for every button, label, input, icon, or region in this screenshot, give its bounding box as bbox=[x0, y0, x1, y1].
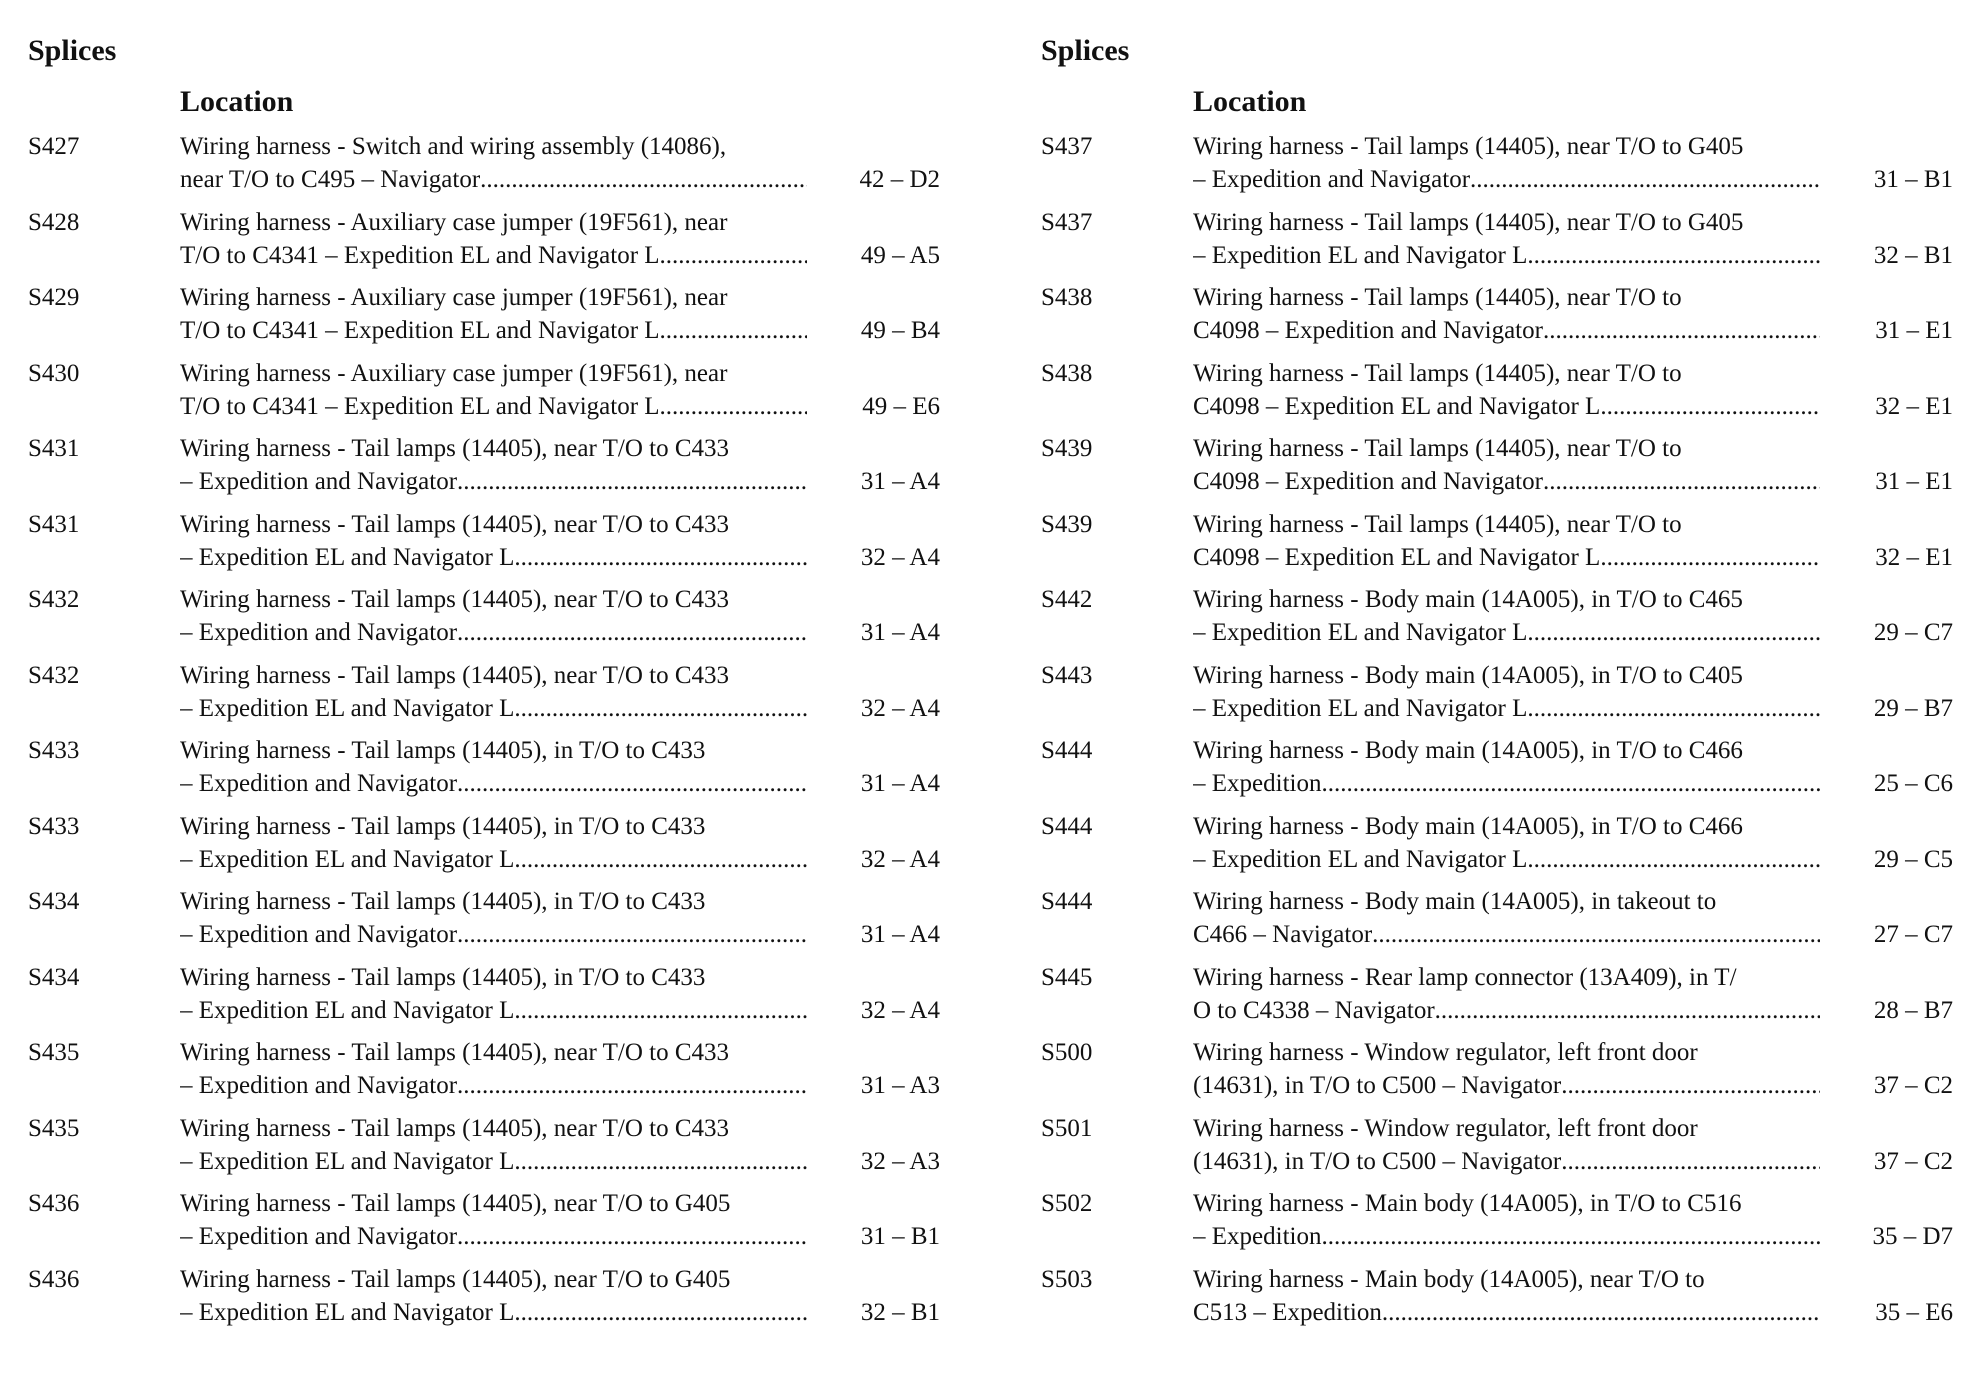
splice-location bbox=[1193, 961, 1820, 1027]
location-line-1: Wiring harness - Switch and wiring assembly (14086), bbox=[180, 133, 727, 160]
dot-leader bbox=[480, 163, 807, 196]
splice-location bbox=[1193, 1187, 1820, 1253]
location-line-2-text: – Expedition EL and Navigator L bbox=[180, 694, 515, 722]
splice-id: S444 bbox=[1041, 888, 1093, 915]
grid-reference: 49 – B4 bbox=[860, 317, 940, 344]
location-line-1: Wiring harness - Main body (14A005), in T/O to C516 bbox=[1193, 1190, 1742, 1217]
location-line-1: Wiring harness - Tail lamps (14405), near T/O to C433 bbox=[180, 1114, 729, 1142]
dot-leader bbox=[457, 1069, 807, 1102]
grid-reference: 31 – A3 bbox=[860, 1072, 940, 1099]
grid-reference: 29 – C5 bbox=[1873, 845, 1953, 873]
dot-leader bbox=[457, 616, 807, 649]
grid-reference: 31 – B1 bbox=[860, 1223, 940, 1250]
location-line-2 bbox=[1193, 843, 1820, 876]
location-line-1: Wiring harness - Window regulator, left front door bbox=[1193, 1114, 1698, 1142]
grid-reference: 31 – A4 bbox=[860, 770, 940, 797]
splices-heading: Splices bbox=[1041, 34, 1130, 67]
location-line-1: Wiring harness - Body main (14A005), in T/O to C465 bbox=[1193, 586, 1743, 613]
location-line-1: Wiring harness - Auxiliary case jumper (19F561), near bbox=[180, 359, 728, 387]
grid-reference: 32 – E1 bbox=[1875, 392, 1953, 420]
splice-id: S437 bbox=[1041, 133, 1093, 160]
splice-location bbox=[1193, 734, 1820, 800]
location-line-2-text: – Expedition EL and Navigator L bbox=[180, 996, 515, 1024]
splice-entry bbox=[28, 734, 940, 810]
location-line-2 bbox=[1193, 767, 1820, 800]
location-line-1: Wiring harness - Tail lamps (14405), near T/O to bbox=[1193, 510, 1682, 538]
location-line-2-text: C4098 – Expedition and Navigator bbox=[1193, 468, 1543, 495]
grid-reference: 31 – B1 bbox=[1873, 166, 1953, 193]
splice-entry bbox=[28, 659, 940, 735]
location-line-2-text: – Expedition and Navigator bbox=[180, 1223, 458, 1250]
splice-id: S439 bbox=[1041, 435, 1093, 462]
dot-leader bbox=[1543, 465, 1820, 498]
location-line-1: Wiring harness - Tail lamps (14405), near T/O to bbox=[1193, 435, 1682, 462]
location-line-2 bbox=[180, 239, 807, 272]
dot-leader bbox=[514, 1296, 807, 1329]
location-line-2 bbox=[180, 1069, 807, 1102]
dot-leader bbox=[1527, 616, 1820, 649]
splice-entry bbox=[1041, 130, 1953, 206]
splice-id: S435 bbox=[28, 1039, 80, 1066]
dot-leader bbox=[1470, 163, 1820, 196]
dot-leader bbox=[514, 843, 807, 876]
splice-location bbox=[1193, 1036, 1820, 1102]
dot-leader bbox=[457, 465, 807, 498]
splice-id: S431 bbox=[28, 510, 80, 538]
grid-reference: 32 – E1 bbox=[1875, 543, 1953, 571]
grid-reference: 49 – A5 bbox=[860, 241, 940, 269]
location-line-2 bbox=[180, 918, 807, 951]
dot-leader bbox=[660, 314, 807, 347]
splice-id: S428 bbox=[28, 208, 80, 236]
splice-entry bbox=[1041, 659, 1953, 735]
splice-location bbox=[180, 130, 807, 196]
location-line-2 bbox=[1193, 239, 1820, 272]
grid-reference: 27 – C7 bbox=[1873, 921, 1953, 948]
splice-location bbox=[180, 432, 807, 498]
location-line-2-text: – Expedition EL and Navigator L bbox=[180, 1298, 515, 1326]
splice-id: S438 bbox=[1041, 359, 1093, 387]
dot-leader bbox=[457, 767, 807, 800]
splice-id: S434 bbox=[28, 888, 80, 915]
location-line-2-text: (14631), in T/O to C500 – Navigator bbox=[1193, 1072, 1562, 1099]
splice-entry bbox=[28, 1036, 940, 1112]
location-line-2-text: – Expedition and Navigator bbox=[180, 1072, 458, 1099]
splice-id: S430 bbox=[28, 359, 80, 387]
splice-entry bbox=[28, 281, 940, 357]
right-column bbox=[1041, 30, 1953, 1338]
grid-reference: 31 – A4 bbox=[860, 468, 940, 495]
splice-location bbox=[180, 206, 807, 272]
splice-id: S436 bbox=[28, 1265, 80, 1293]
grid-reference: 35 – D7 bbox=[1872, 1223, 1953, 1250]
splice-location bbox=[180, 1263, 807, 1329]
dot-leader bbox=[1527, 239, 1820, 272]
location-line-2 bbox=[180, 163, 807, 196]
location-line-2 bbox=[1193, 1145, 1820, 1178]
dot-leader bbox=[457, 918, 807, 951]
splice-location bbox=[180, 810, 807, 876]
location-line-1: Wiring harness - Tail lamps (14405), in T/O to C433 bbox=[180, 737, 706, 764]
splice-entry bbox=[1041, 1036, 1953, 1112]
dot-leader bbox=[1527, 692, 1820, 725]
splice-id: S435 bbox=[28, 1114, 80, 1142]
splice-entry bbox=[28, 508, 940, 584]
grid-reference: 32 – A4 bbox=[860, 845, 940, 873]
splice-id: S429 bbox=[28, 284, 80, 311]
grid-reference: 37 – C2 bbox=[1873, 1072, 1953, 1099]
location-line-2-text: O to C4338 – Navigator bbox=[1193, 996, 1435, 1024]
splice-location bbox=[1193, 130, 1820, 196]
dot-leader bbox=[457, 1220, 807, 1253]
location-line-1: Wiring harness - Rear lamp connector (13A409), in T/ bbox=[1193, 963, 1737, 991]
location-line-1: Wiring harness - Window regulator, left front door bbox=[1193, 1039, 1698, 1066]
dot-leader bbox=[1600, 390, 1820, 423]
splice-id: S501 bbox=[1041, 1114, 1093, 1142]
grid-reference: 31 – E1 bbox=[1875, 317, 1953, 344]
location-line-2-text: – Expedition EL and Navigator L bbox=[1193, 694, 1528, 722]
location-line-2 bbox=[180, 465, 807, 498]
location-line-2-text: – Expedition and Navigator bbox=[1193, 166, 1471, 193]
splice-id: S445 bbox=[1041, 963, 1093, 991]
location-line-2-text: – Expedition EL and Navigator L bbox=[1193, 845, 1528, 873]
location-line-2 bbox=[1193, 1069, 1820, 1102]
dot-leader bbox=[1321, 1220, 1820, 1253]
splices-heading: Splices bbox=[28, 34, 117, 67]
splice-entry bbox=[28, 961, 940, 1037]
grid-reference: 35 – E6 bbox=[1875, 1298, 1953, 1326]
location-line-1: Wiring harness - Body main (14A005), in takeout to bbox=[1193, 888, 1717, 915]
location-line-2 bbox=[180, 843, 807, 876]
location-line-1: Wiring harness - Tail lamps (14405), near T/O to C433 bbox=[180, 586, 729, 613]
splice-id: S432 bbox=[28, 586, 80, 613]
location-line-1: Wiring harness - Tail lamps (14405), near T/O to C433 bbox=[180, 510, 729, 538]
grid-reference: 32 – A3 bbox=[860, 1147, 940, 1175]
location-line-2 bbox=[180, 692, 807, 725]
splice-id: S442 bbox=[1041, 586, 1093, 613]
grid-reference: 31 – A4 bbox=[860, 921, 940, 948]
splice-location bbox=[180, 583, 807, 649]
location-line-2 bbox=[1193, 1296, 1820, 1329]
location-line-1: Wiring harness - Tail lamps (14405), in T/O to C433 bbox=[180, 963, 706, 991]
location-line-2-text: – Expedition EL and Navigator L bbox=[1193, 241, 1528, 269]
splice-entry bbox=[1041, 357, 1953, 433]
splice-id: S444 bbox=[1041, 812, 1093, 840]
location-line-1: Wiring harness - Main body (14A005), near T/O to bbox=[1193, 1265, 1705, 1293]
dot-leader bbox=[1543, 314, 1820, 347]
location-line-2 bbox=[1193, 465, 1820, 498]
splice-entry bbox=[28, 810, 940, 886]
splice-id: S500 bbox=[1041, 1039, 1093, 1066]
location-line-2-text: – Expedition EL and Navigator L bbox=[1193, 619, 1528, 646]
splice-entry bbox=[1041, 206, 1953, 282]
dot-leader bbox=[514, 692, 807, 725]
location-line-2 bbox=[180, 1220, 807, 1253]
splice-location bbox=[1193, 432, 1820, 498]
splice-entry bbox=[1041, 281, 1953, 357]
splice-location bbox=[180, 961, 807, 1027]
location-line-1: Wiring harness - Tail lamps (14405), near T/O to bbox=[1193, 359, 1682, 387]
splice-entry bbox=[1041, 1187, 1953, 1263]
splice-list bbox=[1041, 130, 1953, 1338]
splice-id: S503 bbox=[1041, 1265, 1093, 1293]
dot-leader bbox=[1527, 843, 1820, 876]
location-line-2-text: C4098 – Expedition EL and Navigator L bbox=[1193, 543, 1601, 571]
location-line-2-text: – Expedition and Navigator bbox=[180, 770, 458, 797]
dot-leader bbox=[514, 1145, 807, 1178]
left-column bbox=[28, 30, 940, 1338]
splice-entry bbox=[1041, 885, 1953, 961]
location-line-2-text: C513 – Expedition bbox=[1193, 1298, 1382, 1326]
location-line-2 bbox=[180, 1296, 807, 1329]
grid-reference: 32 – B1 bbox=[1873, 241, 1953, 269]
location-line-2-text: T/O to C4341 – Expedition EL and Navigator L bbox=[180, 392, 660, 420]
dot-leader bbox=[1372, 918, 1820, 951]
location-line-2 bbox=[1193, 541, 1820, 574]
location-line-2-text: T/O to C4341 – Expedition EL and Navigator L bbox=[180, 317, 660, 344]
splice-entry bbox=[28, 206, 940, 282]
splice-id: S427 bbox=[28, 133, 80, 160]
splice-entry bbox=[28, 1263, 940, 1339]
location-line-1: Wiring harness - Tail lamps (14405), near T/O to G405 bbox=[1193, 133, 1744, 160]
splice-location bbox=[1193, 281, 1820, 347]
splice-id: S437 bbox=[1041, 208, 1093, 236]
splice-entry bbox=[1041, 583, 1953, 659]
grid-reference: 31 – A4 bbox=[860, 619, 940, 646]
splice-location bbox=[1193, 1263, 1820, 1329]
location-line-1: Wiring harness - Tail lamps (14405), near T/O to C433 bbox=[180, 661, 729, 689]
splice-list bbox=[28, 130, 940, 1338]
splice-location bbox=[1193, 885, 1820, 951]
location-line-2-text: – Expedition and Navigator bbox=[180, 921, 458, 948]
splice-location bbox=[180, 659, 807, 725]
splice-id: S436 bbox=[28, 1190, 80, 1217]
splice-location bbox=[180, 281, 807, 347]
location-line-2 bbox=[180, 541, 807, 574]
dot-leader bbox=[1435, 994, 1820, 1027]
location-line-1: Wiring harness - Tail lamps (14405), near T/O to bbox=[1193, 284, 1682, 311]
location-line-1: Wiring harness - Body main (14A005), in T/O to C466 bbox=[1193, 737, 1743, 764]
splice-entry bbox=[1041, 508, 1953, 584]
grid-reference: 28 – B7 bbox=[1873, 996, 1953, 1024]
dot-leader bbox=[1600, 541, 1820, 574]
dot-leader bbox=[1382, 1296, 1820, 1329]
location-line-1: Wiring harness - Auxiliary case jumper (19F561), near bbox=[180, 208, 728, 236]
splice-entry bbox=[1041, 1112, 1953, 1188]
dot-leader bbox=[660, 390, 807, 423]
location-line-1: Wiring harness - Tail lamps (14405), near T/O to C433 bbox=[180, 435, 729, 462]
location-subheading: Location bbox=[1193, 85, 1307, 118]
grid-reference: 29 – B7 bbox=[1873, 694, 1953, 722]
splice-location bbox=[1193, 810, 1820, 876]
splice-id: S431 bbox=[28, 435, 80, 462]
splice-id: S502 bbox=[1041, 1190, 1093, 1217]
splice-id: S444 bbox=[1041, 737, 1093, 764]
location-line-1: Wiring harness - Tail lamps (14405), near T/O to C433 bbox=[180, 1039, 729, 1066]
splice-id: S432 bbox=[28, 661, 80, 689]
location-subheading: Location bbox=[180, 85, 294, 118]
location-line-1: Wiring harness - Body main (14A005), in T/O to C405 bbox=[1193, 661, 1743, 689]
grid-reference: 37 – C2 bbox=[1873, 1147, 1953, 1175]
splice-location bbox=[180, 734, 807, 800]
dot-leader bbox=[660, 239, 807, 272]
grid-reference: 25 – C6 bbox=[1873, 770, 1953, 797]
splice-id: S438 bbox=[1041, 284, 1093, 311]
splice-id: S433 bbox=[28, 812, 80, 840]
location-line-2 bbox=[1193, 918, 1820, 951]
grid-reference: 29 – C7 bbox=[1873, 619, 1953, 646]
location-line-2-text: C4098 – Expedition and Navigator bbox=[1193, 317, 1543, 344]
location-line-2-text: – Expedition and Navigator bbox=[180, 468, 458, 495]
location-line-2-text: – Expedition EL and Navigator L bbox=[180, 543, 515, 571]
splice-id: S443 bbox=[1041, 661, 1093, 689]
location-line-2 bbox=[1193, 616, 1820, 649]
splice-location bbox=[1193, 206, 1820, 272]
location-line-1: Wiring harness - Tail lamps (14405), near T/O to G405 bbox=[180, 1265, 731, 1293]
location-line-2 bbox=[180, 1145, 807, 1178]
location-line-2 bbox=[180, 994, 807, 1027]
location-line-2 bbox=[180, 616, 807, 649]
location-line-2-text: C4098 – Expedition EL and Navigator L bbox=[1193, 392, 1601, 420]
location-line-2 bbox=[1193, 163, 1820, 196]
location-line-2-text: – Expedition EL and Navigator L bbox=[180, 845, 515, 873]
location-line-2-text: near T/O to C495 – Navigator bbox=[180, 166, 481, 193]
splice-entry bbox=[1041, 1263, 1953, 1339]
location-line-1: Wiring harness - Body main (14A005), in T/O to C466 bbox=[1193, 812, 1743, 840]
location-line-1: Wiring harness - Auxiliary case jumper (19F561), near bbox=[180, 284, 728, 311]
location-line-2-text: C466 – Navigator bbox=[1193, 921, 1373, 948]
dot-leader bbox=[1561, 1145, 1820, 1178]
location-line-2-text: (14631), in T/O to C500 – Navigator bbox=[1193, 1147, 1562, 1175]
grid-reference: 49 – E6 bbox=[862, 392, 940, 420]
splice-entry bbox=[1041, 961, 1953, 1037]
splice-location bbox=[1193, 508, 1820, 574]
splice-entry bbox=[28, 885, 940, 961]
location-line-2 bbox=[1193, 314, 1820, 347]
location-line-2 bbox=[1193, 1220, 1820, 1253]
splice-entry bbox=[28, 583, 940, 659]
grid-reference: 32 – B1 bbox=[860, 1298, 940, 1326]
splice-location bbox=[180, 357, 807, 423]
grid-reference: 32 – A4 bbox=[860, 996, 940, 1024]
splice-location bbox=[180, 885, 807, 951]
splice-location bbox=[1193, 1112, 1820, 1178]
location-line-2 bbox=[1193, 994, 1820, 1027]
splice-id: S439 bbox=[1041, 510, 1093, 538]
dot-leader bbox=[1561, 1069, 1820, 1102]
dot-leader bbox=[1321, 767, 1820, 800]
splice-entry bbox=[1041, 810, 1953, 886]
location-line-2 bbox=[1193, 390, 1820, 423]
splice-entry bbox=[28, 357, 940, 433]
splice-id: S433 bbox=[28, 737, 80, 764]
splice-location bbox=[180, 1187, 807, 1253]
splice-entry bbox=[28, 1112, 940, 1188]
location-line-2-text: – Expedition EL and Navigator L bbox=[180, 1147, 515, 1175]
location-line-1: Wiring harness - Tail lamps (14405), near T/O to G405 bbox=[1193, 208, 1744, 236]
grid-reference: 31 – E1 bbox=[1875, 468, 1953, 495]
splice-location bbox=[1193, 357, 1820, 423]
location-line-2 bbox=[180, 314, 807, 347]
location-line-2-text: – Expedition bbox=[1193, 1223, 1322, 1250]
location-line-2-text: – Expedition and Navigator bbox=[180, 619, 458, 646]
splice-entry bbox=[28, 432, 940, 508]
dot-leader bbox=[514, 541, 807, 574]
location-line-2 bbox=[180, 767, 807, 800]
grid-reference: 42 – D2 bbox=[859, 166, 940, 193]
splice-location bbox=[1193, 659, 1820, 725]
splice-id: S434 bbox=[28, 963, 80, 991]
location-line-1: Wiring harness - Tail lamps (14405), in T/O to C433 bbox=[180, 812, 706, 840]
splice-entry bbox=[1041, 432, 1953, 508]
dot-leader bbox=[514, 994, 807, 1027]
splice-location bbox=[180, 1036, 807, 1102]
grid-reference: 32 – A4 bbox=[860, 543, 940, 571]
location-line-2-text: T/O to C4341 – Expedition EL and Navigator L bbox=[180, 241, 660, 269]
location-line-1: Wiring harness - Tail lamps (14405), in T/O to C433 bbox=[180, 888, 706, 915]
splice-entry bbox=[1041, 734, 1953, 810]
location-line-2-text: – Expedition bbox=[1193, 770, 1322, 797]
splice-location bbox=[180, 1112, 807, 1178]
splice-entry bbox=[28, 1187, 940, 1263]
splice-entry bbox=[28, 130, 940, 206]
splice-location bbox=[1193, 583, 1820, 649]
location-line-2 bbox=[180, 390, 807, 423]
location-line-1: Wiring harness - Tail lamps (14405), near T/O to G405 bbox=[180, 1190, 731, 1217]
location-line-2 bbox=[1193, 692, 1820, 725]
grid-reference: 32 – A4 bbox=[860, 694, 940, 722]
splice-location bbox=[180, 508, 807, 574]
